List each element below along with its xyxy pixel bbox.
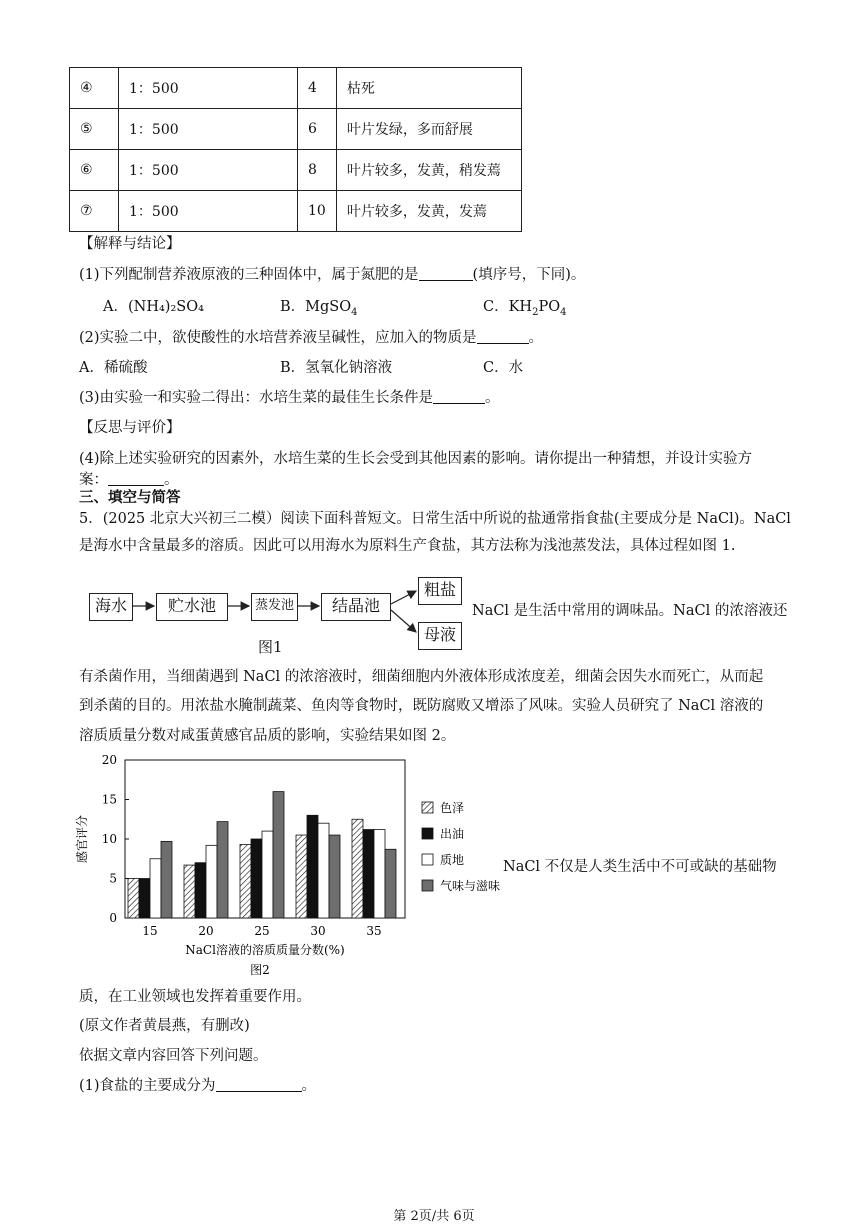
x-tick-label: 35 xyxy=(366,924,382,938)
option-b-label: B．MgSO xyxy=(280,299,352,315)
bar-出油 xyxy=(251,839,262,918)
bar-气味与滋味 xyxy=(273,792,284,918)
section-heading-3: 三、填空与简答 xyxy=(79,489,181,506)
x-axis-label: NaCl溶液的溶质质量分数(%) xyxy=(185,943,345,957)
answer-blank[interactable] xyxy=(216,1077,302,1092)
paragraph-attribution: (原文作者黄晨燕，有删改) xyxy=(79,1018,250,1034)
y-tick-label: 5 xyxy=(109,871,117,886)
question-4-suffix: 。 xyxy=(164,472,179,488)
question-4-prefix: 案： xyxy=(79,472,108,488)
bar-色泽 xyxy=(240,845,251,918)
x-tick-label: 15 xyxy=(142,924,158,938)
legend-swatch xyxy=(422,802,433,813)
row-number: ⑤ xyxy=(70,109,119,150)
bar-出油 xyxy=(195,863,206,918)
paragraph-line-2: 到杀菌的目的。用浓盐水腌制蔬菜、鱼肉等食物时，既防腐败又增添了风味。实验人员研究了 NaCl 溶液的 xyxy=(79,698,764,714)
question-3-text: (3)由实验一和实验二得出：水培生菜的最佳生长条件是 xyxy=(79,390,434,406)
question-3-suffix: 。 xyxy=(485,390,500,406)
q2-option-b: B．氢氧化钠溶液 xyxy=(280,360,393,376)
question-4-text: (4)除上述实验研究的因素外，水培生菜的生长会受到其他因素的影响。请你提出一种猜想，并设计实验方 xyxy=(79,451,753,467)
row-number: ⑦ xyxy=(70,191,119,232)
paragraph-line-1: 有杀菌作用，当细菌遇到 NaCl 的浓溶液时，细菌细胞内外液体形成浓度差，细菌会因失水而死亡，从而起 xyxy=(79,669,764,685)
option-b-sub: 4 xyxy=(351,306,358,318)
bar-色泽 xyxy=(128,879,139,919)
question-1-suffix: (填序号，下同)。 xyxy=(472,267,586,283)
row-result: 叶片发绿，多而舒展 xyxy=(336,109,521,150)
question-5-1-suffix: 。 xyxy=(301,1078,317,1094)
question-5-1 xyxy=(79,1076,316,1096)
question-5-line1: 5．(2025 北京大兴初三二模）阅读下面科普短文。日常生活中所说的盐通常指食盐(主要成分是 NaCl)。NaCl xyxy=(79,511,791,527)
paragraph-line-4: 质，在工业领域也发挥着重要作用。 xyxy=(79,989,311,1005)
row-value: 8 xyxy=(298,150,337,191)
flow-box-evaporation-pond: 蒸发池 xyxy=(251,593,298,621)
bar-气味与滋味 xyxy=(161,841,172,918)
legend-swatch xyxy=(422,854,433,865)
option-c-tail: PO xyxy=(538,299,561,315)
bar-质地 xyxy=(150,859,161,918)
flow-box-crystallization-pond: 结晶池 xyxy=(321,593,391,621)
q2-option-a: A．稀硫酸 xyxy=(79,360,148,376)
row-value: 6 xyxy=(298,109,337,150)
bar-色泽 xyxy=(184,865,195,918)
flow-box-mother-liquor: 母液 xyxy=(418,622,462,650)
option-a-label: A． xyxy=(103,299,128,315)
question-2-text: (2)实验二中，欲使酸性的水培营养液呈碱性，应加入的物质是 xyxy=(79,330,477,346)
bar-气味与滋味 xyxy=(217,822,228,918)
q2-option-c: C．水 xyxy=(483,360,524,376)
bar-出油 xyxy=(139,879,150,919)
option-c-label: C．KH xyxy=(483,299,533,315)
figure-1-caption: 图1 xyxy=(258,638,283,656)
bar-出油 xyxy=(363,830,374,918)
row-ratio: 1：500 xyxy=(119,191,298,232)
bar-质地 xyxy=(318,823,329,918)
x-tick-label: 25 xyxy=(254,924,270,938)
y-tick-label: 20 xyxy=(101,753,117,767)
legend-label: 质地 xyxy=(440,853,465,867)
row-ratio: 1：500 xyxy=(119,150,298,191)
figure-2-caption: 图2 xyxy=(250,963,270,977)
y-tick-label: 0 xyxy=(109,911,117,925)
question-5-line2: 是海水中含量最多的溶质。因此可以用海水为原料生产食盐，其方法称为浅池蒸发法，具体过程如图 1. xyxy=(79,538,736,554)
legend-swatch xyxy=(422,828,433,839)
row-result: 叶片较多，发黄，发蔫 xyxy=(336,191,521,232)
flow-box-seawater: 海水 xyxy=(89,593,133,621)
bar-质地 xyxy=(262,831,273,918)
x-tick-label: 30 xyxy=(310,924,326,938)
x-tick-label: 20 xyxy=(198,924,214,938)
legend-label: 色泽 xyxy=(440,801,465,815)
question-1-text: (1)下列配制营养液原液的三种固体中，属于氮肥的是 xyxy=(79,267,419,283)
bar-气味与滋味 xyxy=(329,835,340,918)
option-c-sub2: 4 xyxy=(560,306,567,318)
question-5-1-text: (1)食盐的主要成分为 xyxy=(79,1078,216,1094)
y-tick-label: 15 xyxy=(101,792,117,807)
bar-质地 xyxy=(374,830,385,918)
row-result: 叶片较多，发黄，稍发蔫 xyxy=(336,150,521,191)
row-number: ④ xyxy=(70,68,119,109)
legend-label: 出油 xyxy=(440,827,465,841)
row-number: ⑥ xyxy=(70,150,119,191)
legend-label: 气味与滋味 xyxy=(440,879,501,893)
row-ratio: 1：500 xyxy=(119,109,298,150)
question-2-suffix: 。 xyxy=(528,330,544,346)
paragraph-right-2: NaCl 不仅是人类生活中不可或缺的基础物 xyxy=(503,859,777,875)
bar-气味与滋味 xyxy=(385,849,396,918)
option-a-formula: (NH₄)₂SO₄ xyxy=(127,299,204,315)
bar-色泽 xyxy=(352,819,363,918)
flow-box-crude-salt: 粗盐 xyxy=(418,577,462,605)
y-tick-label: 10 xyxy=(101,832,117,846)
option-c-sub: 2 xyxy=(532,306,539,318)
section-heading-explain: 【解释与结论】 xyxy=(79,236,181,252)
paragraph-right-1: NaCl 是生活中常用的调味品。NaCl 的浓溶液还 xyxy=(472,603,788,619)
bar-色泽 xyxy=(296,835,307,918)
flow-box-storage-pond: 贮水池 xyxy=(156,593,228,621)
bar-质地 xyxy=(206,845,217,918)
row-value: 4 xyxy=(298,68,337,109)
paragraph-line-3: 溶质质量分数对咸蛋黄感官品质的影响，实验结果如图 2。 xyxy=(79,728,456,744)
y-axis-label: 感官评分 xyxy=(75,814,89,864)
section-heading-reflect: 【反思与评价】 xyxy=(79,420,181,436)
row-value: 10 xyxy=(298,191,337,232)
row-ratio: 1：500 xyxy=(119,68,298,109)
paragraph-instruction: 依据文章内容回答下列问题。 xyxy=(79,1048,268,1064)
legend-swatch xyxy=(422,880,433,891)
row-result: 枯死 xyxy=(336,68,521,109)
page-footer: 第 2页/共 6页 xyxy=(393,1209,475,1224)
bar-出油 xyxy=(307,815,318,918)
